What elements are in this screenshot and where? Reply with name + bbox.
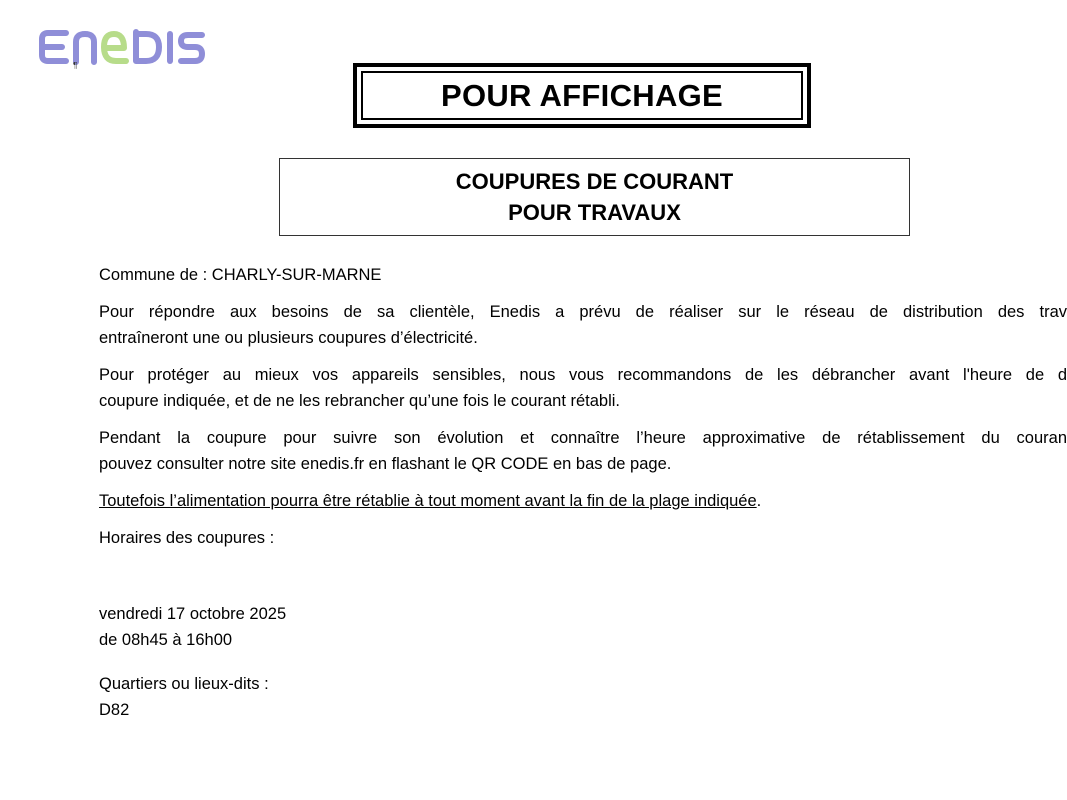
title-frame — [353, 63, 811, 128]
paragraph-3-line-2: pouvez consulter notre site enedis.fr en flashant le QR CODE en bas de page. — [99, 455, 672, 473]
paragraph-1-line-1: Pour répondre aux besoins de sa clientèle, Enedis a prévu de réaliser sur le réseau de distribution des trav — [99, 303, 1067, 321]
commune-line: Commune de : CHARLY-SUR-MARNE — [99, 266, 382, 284]
title-inner-frame — [361, 71, 803, 120]
paragraph-2-line-1: Pour protéger au mieux vos appareils sensibles, nous vous recommandons de les débrancher avant l'heure de d — [99, 366, 1067, 384]
subtitle-line-1: COUPURES DE COURANT — [455, 169, 734, 194]
notice-period: . — [756, 492, 762, 510]
outage-date: vendredi 17 octobre 2025 — [99, 605, 287, 623]
schedule-heading: Horaires des coupures : — [99, 529, 275, 547]
page-title: POUR AFFICHAGE — [440, 77, 724, 113]
notice-line — [99, 488, 1067, 514]
subtitle-line-2: POUR TRAVAUX — [508, 200, 681, 225]
subtitle-frame — [279, 158, 910, 236]
enedis-logo — [38, 26, 208, 70]
paragraph-2-line-2: coupure indiquée, et de ne les rebrancher qu’une fois le courant rétabli. — [99, 392, 621, 410]
paragraph-1-line-2: entraîneront une ou plusieurs coupures d’électricité. — [99, 329, 478, 347]
paragraph-3-line-1: Pendant la coupure pour suivre son évolution et connaître l’heure approximative de rétablissement du couran — [99, 429, 1067, 447]
locations-heading: Quartiers ou lieux-dits : — [99, 675, 269, 693]
location-value: D82 — [99, 701, 130, 719]
underlined-notice: Toutefois l’alimentation pourra être rétablie à tout moment avant la fin de la plage indiquée — [99, 492, 757, 510]
notice-body — [99, 262, 1067, 723]
pilcrow-mark: ¶ — [73, 61, 78, 70]
outage-time-range: de 08h45 à 16h00 — [99, 631, 233, 649]
